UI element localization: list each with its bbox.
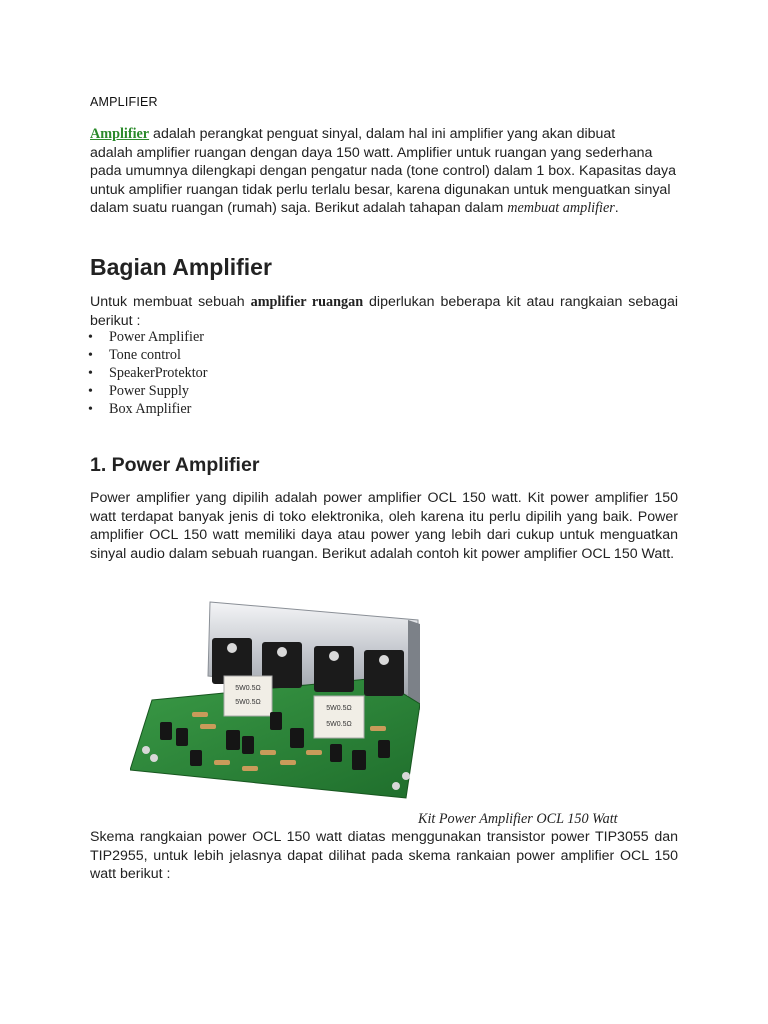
intro-italic-tail: membuat amplifier — [507, 200, 615, 217]
intro-first-line — [90, 125, 678, 144]
amplifier-link[interactable]: Amplifier — [90, 126, 150, 142]
kit-list — [88, 329, 208, 419]
list-item: • Tone control — [88, 347, 208, 365]
list-item: • SpeakerProtektor — [88, 365, 208, 383]
lead-before: Untuk membuat sebuah — [90, 294, 251, 310]
intro-line1-text: adalah perangkat penguat sinyal, dalam hal ini amplifier yang akan dibuat — [149, 126, 616, 142]
intro-body — [90, 144, 678, 218]
amplifier-kit-photo — [130, 600, 420, 800]
power-amplifier-heading: 1. Power Amplifier — [90, 454, 260, 476]
intro-paragraph — [90, 125, 678, 218]
resistor-label: 5W0.5Ω — [326, 721, 352, 728]
photo-caption: Kit Power Amplifier OCL 150 Watt — [418, 811, 618, 827]
resistor-label: 5W0.5Ω — [235, 685, 261, 692]
document-label: AMPLIFIER — [90, 95, 158, 109]
schematic-paragraph: Skema rangkaian power OCL 150 watt diatas menggunakan transistor power TIP3055 dan TIP2955, untuk lebih jelasnya dapat dilihat pada skema rankaian power amplifier OCL 150 watt berikut : — [90, 829, 678, 883]
intro-period: . — [614, 200, 619, 217]
resistor-label: 5W0.5Ω — [326, 705, 352, 712]
ceramic-resistor — [314, 696, 364, 738]
list-item: • Box Amplifier — [88, 401, 208, 419]
lead-bold: amplifier ruangan — [250, 294, 364, 310]
ceramic-resistor — [224, 676, 272, 716]
intro-body-text: adalah amplifier ruangan dengan daya 150 watt. Amplifier untuk ruangan yang sederhana pada umumnya dilengkapi dengan pengatur nada (tone control) dalam 1 box. Kapasitas daya untuk amplifier ruangan tidak perlu terlalu besar, karena digunakan untuk menguatkan sinyal dalam suatu ruangan (rumah) saja. Berikut adalah tahapan dalam — [90, 144, 677, 217]
bagian-amplifier-heading: Bagian Amplifier — [90, 254, 272, 280]
power-amplifier-paragraph: Power amplifier yang dipilih adalah power amplifier OCL 150 watt. Kit power amplifier 150 watt terdapat banyak jenis di toko elektronika, oleh karena itu perlu dipilih yang baik. Power amplifier OCL 150 watt memiliki daya atau power yang lebih dari cukup untuk menguatkan sinyal audio dalam sebuah ruangan. Berikut adalah contoh kit power amplifier OCL 150 Watt. — [90, 490, 678, 562]
list-item: • Power Amplifier — [88, 329, 208, 347]
resistor-label: 5W0.5Ω — [235, 699, 261, 706]
lead-after: diperlukan beberapa kit atau rangkaian sebagai berikut : — [90, 294, 678, 329]
bagian-lead-paragraph — [90, 293, 678, 330]
list-item: • Power Supply — [88, 383, 208, 401]
